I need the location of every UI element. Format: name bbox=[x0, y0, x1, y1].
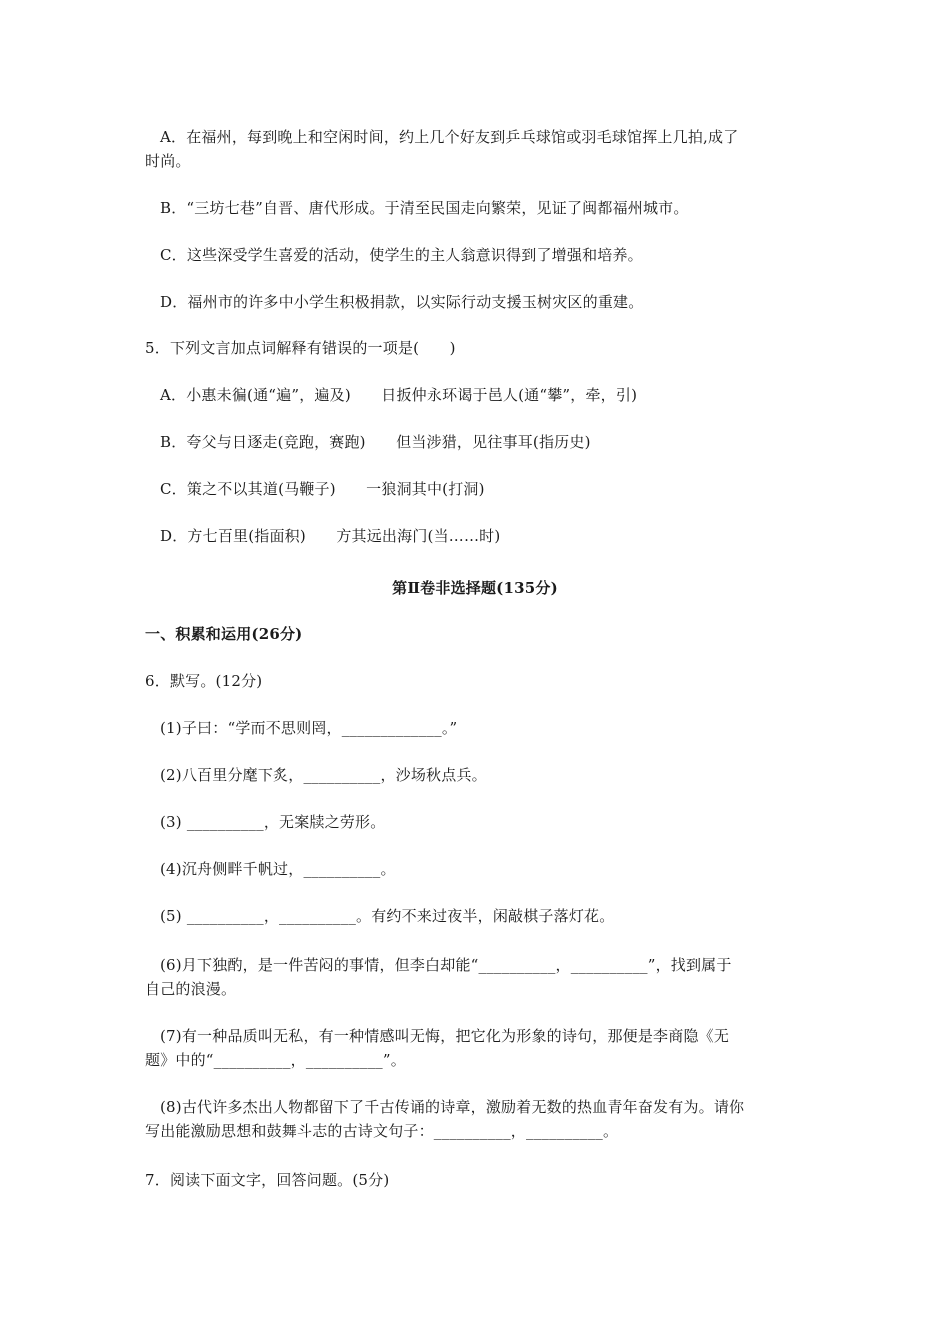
q5-option-b: B．夸父与日逐走(竞跑，赛跑) 但当涉猎，见往事耳(指历史) bbox=[160, 433, 591, 451]
q6-stem: 6．默写。(12分) bbox=[145, 672, 263, 690]
q4-option-d: D．福州市的许多中小学生积极捐款，以实际行动支援玉树灾区的重建。 bbox=[160, 293, 644, 311]
q5-option-a: A．小惠未徧(通“遍”，遍及) 日扳仲永环谒于邑人(通“攀”，牵，引) bbox=[160, 386, 638, 404]
q4-option-b: B．“三坊七巷”自晋、唐代形成。于清至民国走向繁荣，见证了闽都福州城市。 bbox=[160, 199, 689, 217]
q4-option-c: C．这些深受学生喜爱的活动，使学生的主人翁意识得到了增强和培养。 bbox=[160, 246, 643, 264]
q5-option-c: C．策之不以其道(马鞭子) 一狼洞其中(打洞) bbox=[160, 480, 485, 498]
q4-option-a-line2: 时尚。 bbox=[145, 152, 191, 170]
q4-option-a-line1: A．在福州，每到晚上和空闲时间，约上几个好友到乒乓球馆或羽毛球馆挥上几拍,成了 bbox=[160, 128, 739, 146]
q6-item-3: (3) __________，无案牍之劳形。 bbox=[160, 813, 386, 831]
q6-item-6-line1: (6)月下独酌，是一件苦闷的事情，但李白却能“__________，__________”，找到属于 bbox=[160, 956, 732, 974]
q6-item-8-line1: (8)古代许多杰出人物都留下了千古传诵的诗章，激励着无数的热血青年奋发有为。请你 bbox=[160, 1098, 745, 1116]
q6-item-7-line2: 题》中的“__________，__________”。 bbox=[145, 1051, 406, 1069]
q6-item-5: (5) __________，__________。有约不来过夜半，闲敲棋子落灯花。 bbox=[160, 907, 615, 925]
q6-item-2: (2)八百里分麾下炙，__________，沙场秋点兵。 bbox=[160, 766, 487, 784]
q6-item-7-line1: (7)有一种品质叫无私，有一种情感叫无悔，把它化为形象的诗句，那便是李商隐《无 bbox=[160, 1027, 730, 1045]
part1-title: 一、积累和运用(26分) bbox=[145, 625, 303, 643]
q6-item-6-line2: 自己的浪漫。 bbox=[145, 980, 237, 998]
q7-stem: 7．阅读下面文字，回答问题。(5分) bbox=[145, 1171, 390, 1189]
q5-stem: 5．下列文言加点词解释有错误的一项是( ) bbox=[145, 339, 456, 357]
q6-item-4: (4)沉舟侧畔千帆过，__________。 bbox=[160, 860, 396, 878]
section-title: 第Ⅱ卷非选择题(135分) bbox=[392, 579, 558, 597]
q5-option-d: D．方七百里(指面积) 方其远出海门(当……时) bbox=[160, 527, 501, 545]
q6-item-8-line2: 写出能激励思想和鼓舞斗志的古诗文句子：__________，__________。 bbox=[145, 1122, 619, 1140]
q6-item-1: (1)子曰：“学而不思则罔，_____________。” bbox=[160, 719, 458, 737]
